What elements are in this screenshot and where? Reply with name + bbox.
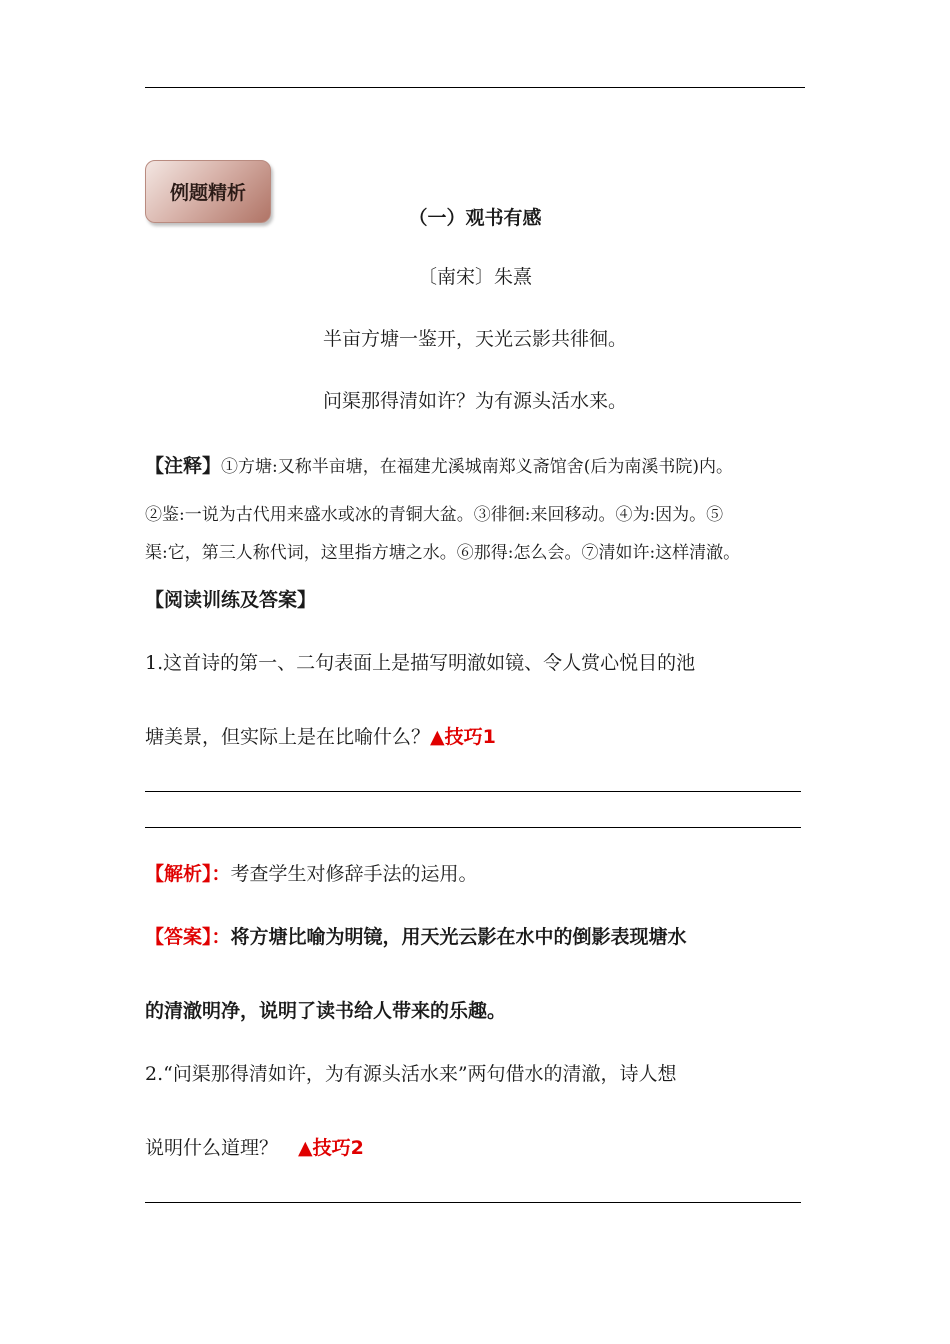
question-1-text-2: 塘美景，但实际上是在比喻什么？ — [145, 726, 431, 748]
question-2-tip: ▲技巧2 — [298, 1137, 364, 1159]
question-2-line-2 — [145, 1133, 810, 1160]
question-1-tip: ▲技巧1 — [430, 726, 496, 748]
poem-author: 〔南宋〕朱熹 — [417, 266, 532, 288]
answer-line-1 — [145, 791, 801, 792]
section-badge: 例题精析 — [145, 160, 271, 223]
analysis-text: 考查学生对修辞手法的运用。 — [230, 863, 478, 885]
question-2-text-2: 说明什么道理？ — [145, 1137, 279, 1159]
poem-line-2: 问渠那得清如许？为有源头活水来。 — [322, 390, 627, 412]
poem-title: （一）观书有感 — [408, 207, 542, 229]
question-2-line-1: 2.“问渠那得清如许，为有源头活水来”两句借水的清澈，诗人想 — [145, 1063, 677, 1085]
answer-text-1: 将方塘比喻为明镜，用天光云影在水中的倒影表现塘水 — [230, 926, 687, 948]
section-title: 【阅读训练及答案】 — [145, 589, 317, 611]
analysis-label: 【解析】： — [145, 863, 231, 885]
notes-line-2: ②鉴:一说为古代用来盛水或冰的青铜大盆。③徘徊:来回移动。④为:因为。⑤ — [145, 505, 724, 525]
analysis — [145, 859, 810, 886]
question-1-line-1: 1.这首诗的第一、二句表面上是描写明澈如镜、令人赏心悦目的池 — [145, 652, 696, 674]
answer-line-3 — [145, 1202, 801, 1203]
notes-line-3: 渠:它，第三人称代词，这里指方塘之水。⑥那得:怎么会。⑦清如许:这样清澈。 — [145, 543, 741, 563]
answer-line-1-text — [145, 922, 810, 949]
notes-line-1 — [145, 451, 810, 478]
answer-label: 【答案】： — [145, 926, 231, 948]
answer-line-2-text: 的清澈明净，说明了读书给人带来的乐趣。 — [145, 1000, 507, 1022]
notes-label: 【注释】 — [145, 455, 222, 477]
notes-text-1: ①方塘:又称半亩塘，在福建尤溪城南郑义斋馆舍(后为南溪书院)内。 — [221, 457, 734, 477]
question-1-line-2 — [145, 722, 810, 749]
header-rule — [145, 87, 805, 88]
poem-line-1: 半亩方塘一鉴开，天光云影共徘徊。 — [322, 328, 627, 350]
answer-line-2 — [145, 827, 801, 828]
